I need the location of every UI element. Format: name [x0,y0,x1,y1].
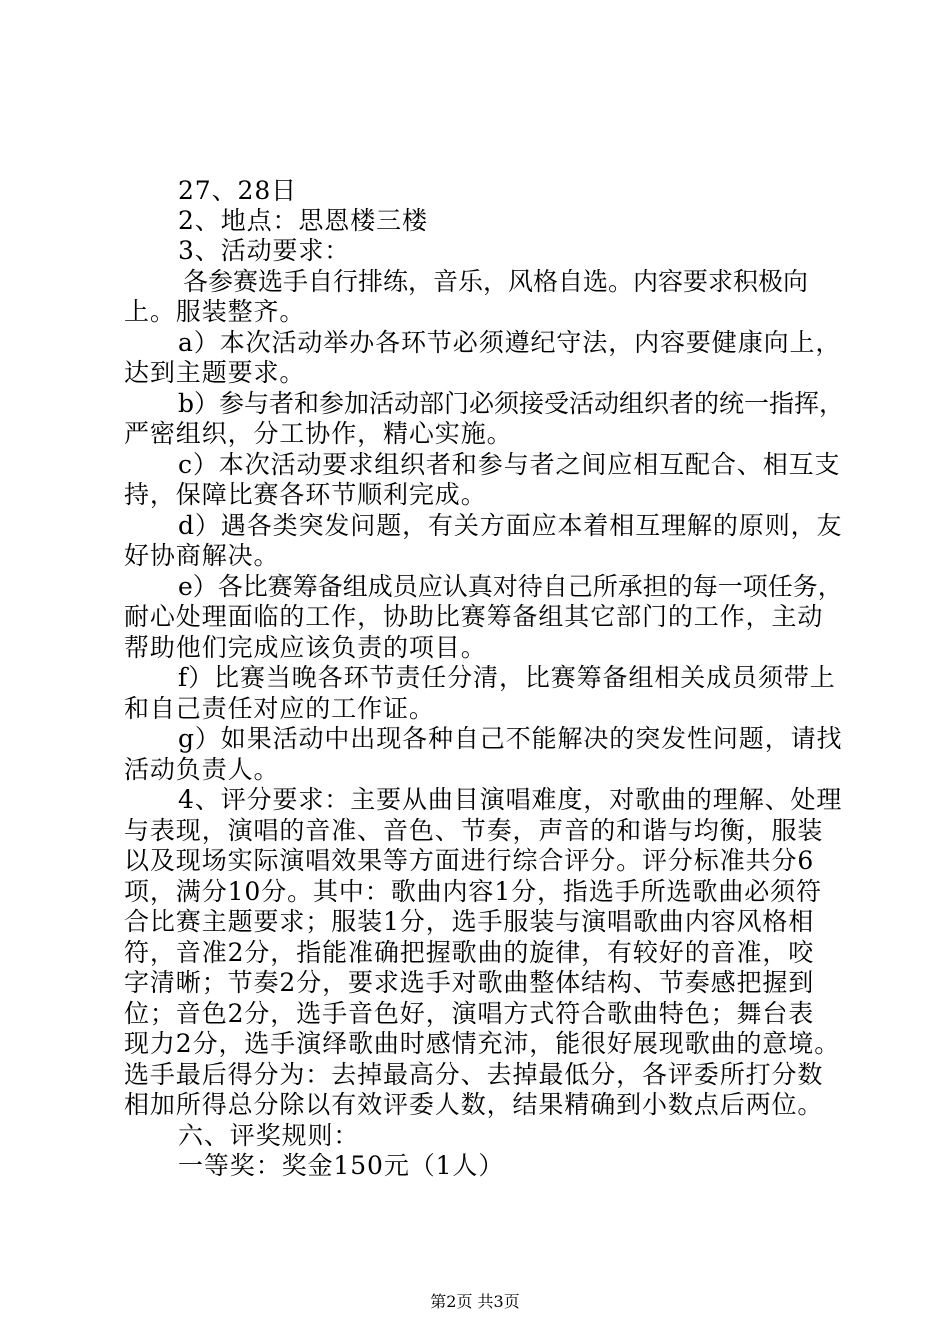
text-line: 严密组织，分工协作，精心实施。 [124,419,513,448]
text-line: 六、评奖规则： [178,1121,360,1150]
text-line: 好协商解决。 [124,541,280,570]
text-line: 符，音准2分，指能准确把握歌曲的旋律，有较好的音准，咬 [124,938,815,967]
text-line: 与表现，演唱的音准、音色、节奏，声音的和谐与均衡，服装 [124,816,824,845]
text-line: 选手最后得分为：去掉最高分、去掉最低分，各评委所打分数 [124,1060,824,1089]
text-line: 持，保障比赛各环节顺利完成。 [124,480,487,509]
text-line: 相加所得总分除以有效评委人数，结果精确到小数点后两位。 [124,1090,824,1119]
page-number-footer: 第2页 共3页 [430,1292,520,1311]
text-line: 4、评分要求：主要从曲目演唱难度，对歌曲的理解、处理 [178,785,843,814]
text-line: 2、地点：思恩楼三楼 [178,206,428,235]
text-line: 帮助他们完成应该负责的项目。 [124,633,487,662]
text-line: 上。服装整齐。 [124,297,306,326]
text-line: f）比赛当晚各环节责任分清，比赛筹备组相关成员须带上 [178,663,836,692]
text-line: a）本次活动举办各环节必须遵纪守法，内容要健康向上， [178,328,842,357]
text-line: 项，满分10分。其中：歌曲内容1分，指选手所选歌曲必须符 [124,877,822,906]
text-line: 达到主题要求。 [124,358,306,387]
text-line: b）参与者和参加活动部门必须接受活动组织者的统一指挥， [178,389,845,418]
text-line: 以及现场实际演唱效果等方面进行综合评分。评分标准共分6 [124,846,815,875]
text-line: 位；音色2分，选手音色好，演唱方式符合歌曲特色；舞台表 [124,999,815,1028]
text-line: 和自己责任对应的工作证。 [124,694,435,723]
text-line: 3、活动要求： [178,236,351,265]
text-line: 现力2分，选手演绎歌曲时感情充沛，能很好展现歌曲的意境。 [124,1029,841,1058]
text-line: 27、28日 [178,176,298,205]
text-line: g）如果活动中出现各种自己不能解决的突发性问题，请找 [178,724,843,753]
text-line: d）遇各类突发问题，有关方面应本着相互理解的原则，友 [178,511,843,540]
text-line: 各参赛选手自行排练，音乐，风格自选。内容要求积极向 [183,267,809,296]
text-line: e）各比赛筹备组成员应认真对待自己所承担的每一项任务， [178,572,843,601]
text-line: c）本次活动要求组织者和参与者之间应相互配合、相互支 [178,450,841,479]
text-line: 合比赛主题要求；服装1分，选手服装与演唱歌曲内容风格相 [124,907,815,936]
text-line: 耐心处理面临的工作，协助比赛筹备组其它部门的工作，主动 [124,602,824,631]
text-line: 活动负责人。 [124,755,280,784]
text-line: 字清晰；节奏2分，要求选手对歌曲整体结构、节奏感把握到 [124,968,815,997]
text-line: 一等奖：奖金150元（1人） [178,1151,505,1180]
